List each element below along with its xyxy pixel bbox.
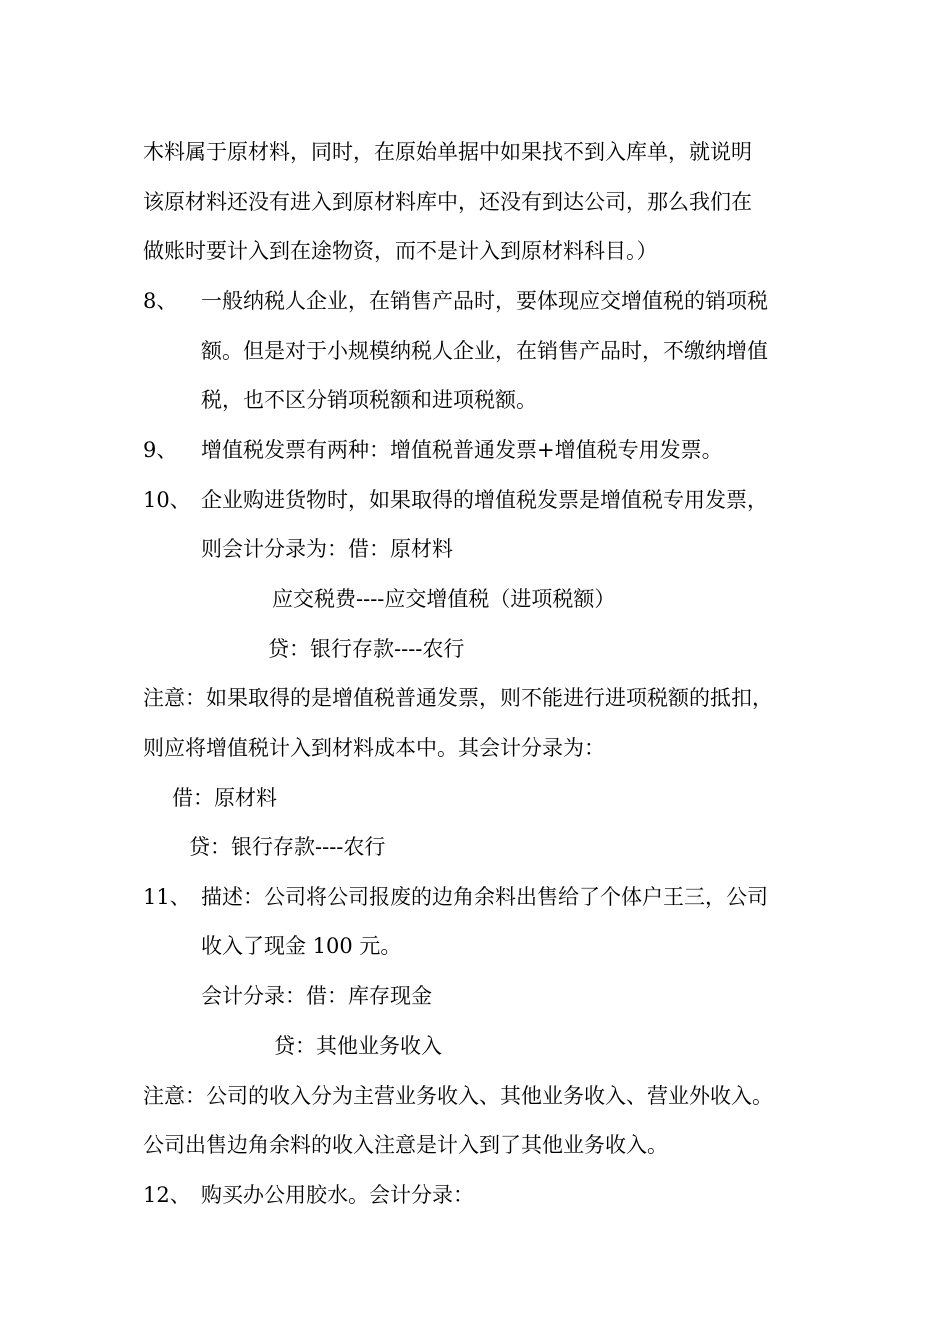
item-number: 11、 xyxy=(143,885,191,909)
journal-entry-line: 借：原材料 xyxy=(172,786,277,810)
paragraph-line: 做账时要计入到在途物资，而不是计入到原材料科目。） xyxy=(143,239,658,263)
journal-entry-line: 则会计分录为：借：原材料 xyxy=(201,537,453,561)
journal-entry-line: 贷：其他业务收入 xyxy=(274,1034,442,1058)
paragraph-line: 增值税发票有两种：增值税普通发票+增值税专用发票。 xyxy=(201,438,723,462)
item-number: 9、 xyxy=(143,438,178,462)
journal-entry-line: 应交税费----应交增值税（进项税额） xyxy=(272,587,616,611)
paragraph-line: 额。但是对于小规模纳税人企业，在销售产品时，不缴纳增值 xyxy=(201,339,768,363)
paragraph-line: 木料属于原材料，同时，在原始单据中如果找不到入库单，就说明 xyxy=(143,140,752,164)
paragraph-line: 该原材料还没有进入到原材料库中，还没有到达公司，那么我们在 xyxy=(143,190,752,214)
note-line: 则应将增值税计入到材料成本中。其会计分录为： xyxy=(143,736,605,760)
note-line: 注意：如果取得的是增值税普通发票，则不能进行进项税额的抵扣， xyxy=(143,686,773,710)
paragraph-line: 收入了现金 100 元。 xyxy=(201,934,402,958)
journal-entry-line: 贷：银行存款----农行 xyxy=(189,835,386,859)
paragraph-line: 描述：公司将公司报废的边角余料出售给了个体户王三，公司 xyxy=(201,885,768,909)
paragraph-line: 一般纳税人企业，在销售产品时，要体现应交增值税的销项税 xyxy=(201,289,768,313)
note-line: 公司出售边角余料的收入注意是计入到了其他业务收入。 xyxy=(143,1133,668,1157)
paragraph-line: 购买办公用胶水。会计分录： xyxy=(201,1183,474,1207)
item-number: 12、 xyxy=(143,1183,191,1207)
item-number: 10、 xyxy=(143,488,191,512)
item-number: 8、 xyxy=(143,289,178,313)
paragraph-line: 税，也不区分销项税额和进项税额。 xyxy=(201,388,537,412)
journal-entry-line: 会计分录：借：库存现金 xyxy=(201,984,432,1008)
journal-entry-line: 贷：银行存款----农行 xyxy=(268,637,465,661)
note-line: 注意：公司的收入分为主营业务收入、其他业务收入、营业外收入。 xyxy=(143,1084,773,1108)
paragraph-line: 企业购进货物时，如果取得的增值税发票是增值税专用发票， xyxy=(201,488,768,512)
